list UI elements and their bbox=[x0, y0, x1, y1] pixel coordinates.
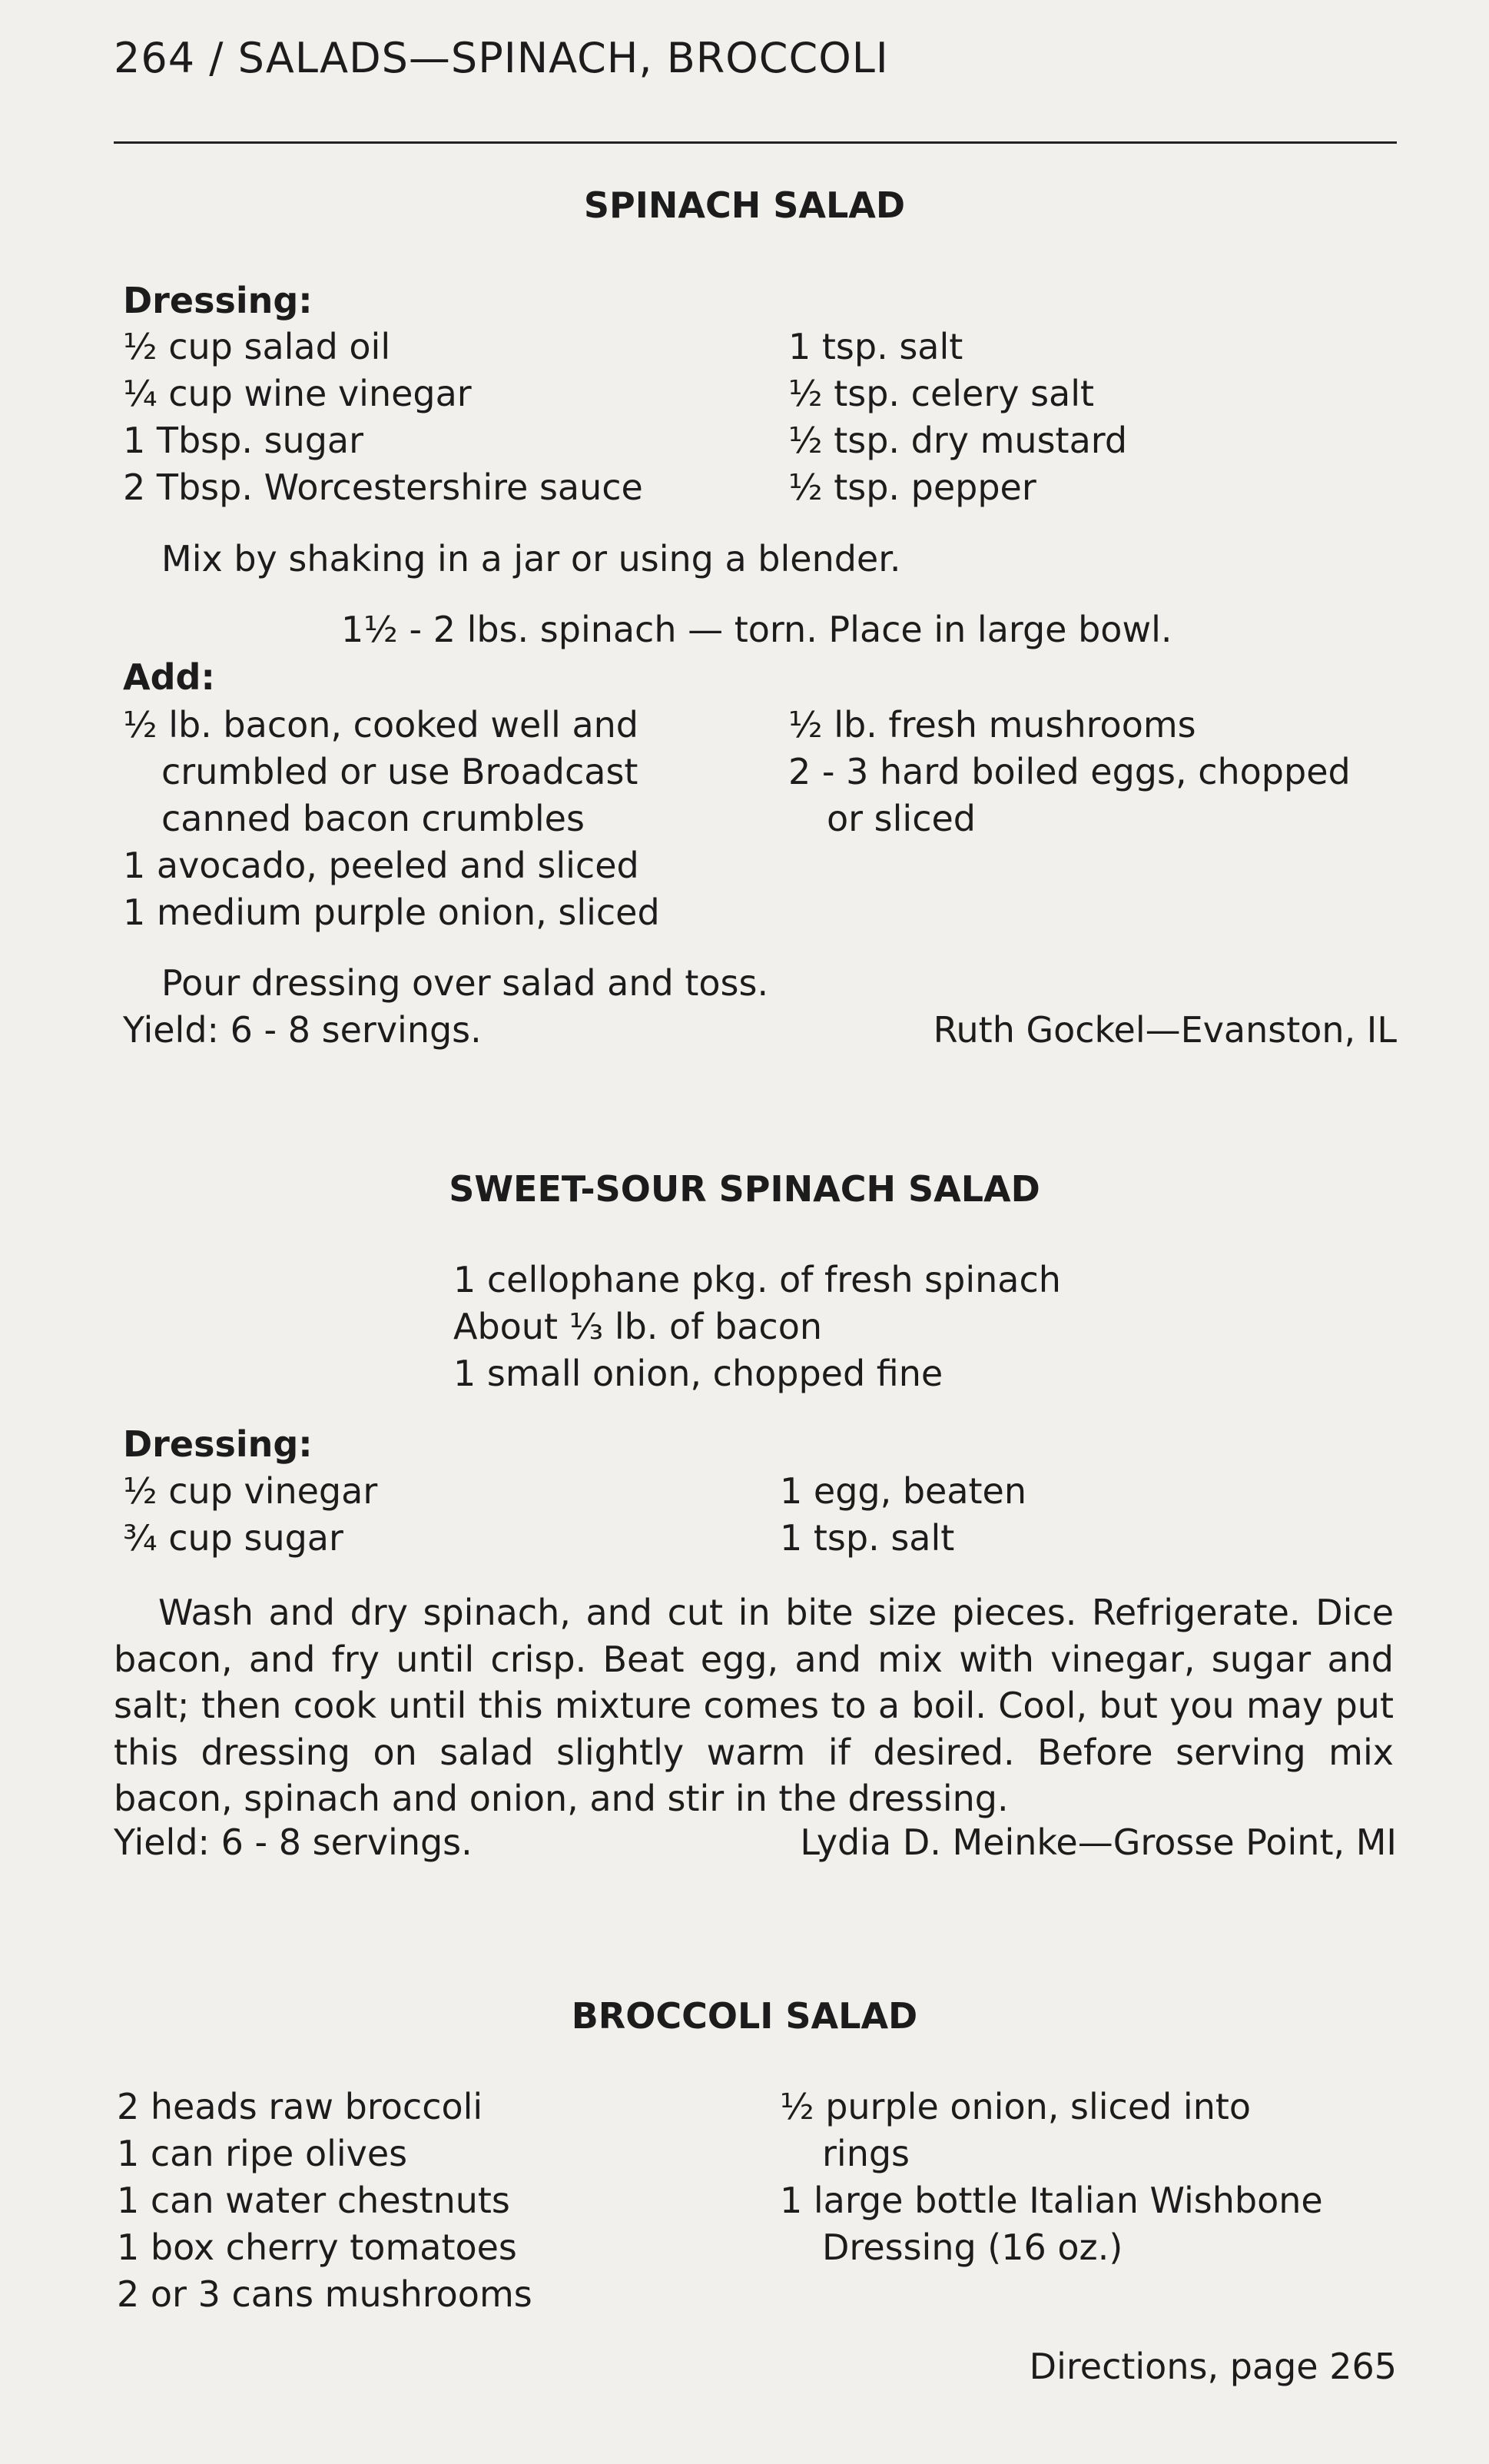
sweet-sour-dressing-item: ½ cup vinegar bbox=[123, 1470, 378, 1512]
sweet-sour-dressing-label: Dressing: bbox=[123, 1423, 313, 1465]
spinach-dressing-item: 2 Tbsp. Worcestershire sauce bbox=[123, 467, 643, 508]
sweet-sour-yield: Yield: 6 - 8 servings. bbox=[114, 1821, 473, 1863]
broccoli-ingredient: 1 box cherry tomatoes bbox=[117, 2227, 517, 2268]
spinach-add-item: or sliced bbox=[827, 798, 976, 839]
directions-reference: Directions, page 265 bbox=[1029, 2346, 1397, 2387]
spinach-add-item: 1 medium purple onion, sliced bbox=[123, 892, 660, 933]
spinach-add-item: 2 - 3 hard boiled eggs, chopped bbox=[788, 751, 1351, 792]
sweet-sour-dressing-item: ¾ cup sugar bbox=[123, 1517, 343, 1559]
spinach-add-item: 1 avocado, peeled and sliced bbox=[123, 845, 639, 886]
sweet-sour-salad-title: SWEET-SOUR SPINACH SALAD bbox=[449, 1168, 1040, 1210]
spinach-pour-instruction: Pour dressing over salad and toss. bbox=[161, 962, 769, 1004]
sweet-sour-ingredient: About ⅓ lb. of bacon bbox=[453, 1306, 822, 1347]
spinach-add-label: Add: bbox=[123, 656, 215, 698]
spinach-dressing-item: ½ tsp. pepper bbox=[788, 467, 1036, 508]
sweet-sour-dressing-item: 1 tsp. salt bbox=[780, 1517, 955, 1559]
spinach-dressing-item: ½ tsp. celery salt bbox=[788, 373, 1095, 414]
broccoli-ingredient: 1 can ripe olives bbox=[117, 2133, 408, 2174]
broccoli-ingredient: rings bbox=[822, 2133, 910, 2174]
spinach-add-item: ½ lb. fresh mushrooms bbox=[788, 704, 1196, 746]
spinach-dressing-item: ½ cup salad oil bbox=[123, 326, 391, 367]
sweet-sour-ingredient: 1 small onion, chopped fine bbox=[453, 1353, 943, 1394]
header-rule bbox=[114, 141, 1397, 144]
broccoli-ingredient: 2 heads raw broccoli bbox=[117, 2086, 483, 2127]
spinach-dressing-item: 1 Tbsp. sugar bbox=[123, 420, 364, 461]
sweet-sour-contributor: Lydia D. Meinke—Grosse Point, MI bbox=[800, 1821, 1397, 1863]
spinach-add-item: canned bacon crumbles bbox=[161, 798, 585, 839]
spinach-dressing-label: Dressing: bbox=[123, 280, 313, 321]
broccoli-ingredient: ½ purple onion, sliced into bbox=[780, 2086, 1252, 2127]
broccoli-ingredient: 1 large bottle Italian Wishbone bbox=[780, 2180, 1323, 2221]
spinach-dressing-item: 1 tsp. salt bbox=[788, 326, 963, 367]
broccoli-salad-title: BROCCOLI SALAD bbox=[571, 1995, 918, 2037]
spinach-dressing-item: ½ tsp. dry mustard bbox=[788, 420, 1128, 461]
broccoli-ingredient: 2 or 3 cans mushrooms bbox=[117, 2273, 532, 2315]
sweet-sour-dressing-item: 1 egg, beaten bbox=[780, 1470, 1027, 1512]
broccoli-ingredient: Dressing (16 oz.) bbox=[822, 2227, 1123, 2268]
spinach-contributor: Ruth Gockel—Evanston, IL bbox=[933, 1009, 1397, 1051]
spinach-yield: Yield: 6 - 8 servings. bbox=[123, 1009, 482, 1051]
spinach-add-item: ½ lb. bacon, cooked well and bbox=[123, 704, 638, 746]
spinach-dressing-item: ¼ cup wine vinegar bbox=[123, 373, 472, 414]
sweet-sour-directions: Wash and dry spinach, and cut in bite size pieces. Refrigerate. Dice bacon, and fry until crisp. Beat egg, and mix with vinegar, sugar and salt; then cook until this mixture comes to a boil. Cool, but you may put this dressing on salad slightly warm if desired. Before serving mix bacon, spinach and onion, and stir in the dressing. bbox=[114, 1592, 1394, 1819]
spinach-main-ingredient: 1½ - 2 lbs. spinach — torn. Place in large bowl. bbox=[341, 609, 1172, 650]
sweet-sour-ingredient: 1 cellophane pkg. of fresh spinach bbox=[453, 1259, 1061, 1300]
page-header: 264 / SALADS—SPINACH, BROCCOLI bbox=[114, 34, 889, 82]
spinach-salad-title: SPINACH SALAD bbox=[583, 184, 906, 226]
spinach-mix-instruction: Mix by shaking in a jar or using a blender. bbox=[161, 538, 901, 579]
broccoli-ingredient: 1 can water chestnuts bbox=[117, 2180, 510, 2221]
spinach-add-item: crumbled or use Broadcast bbox=[161, 751, 638, 792]
